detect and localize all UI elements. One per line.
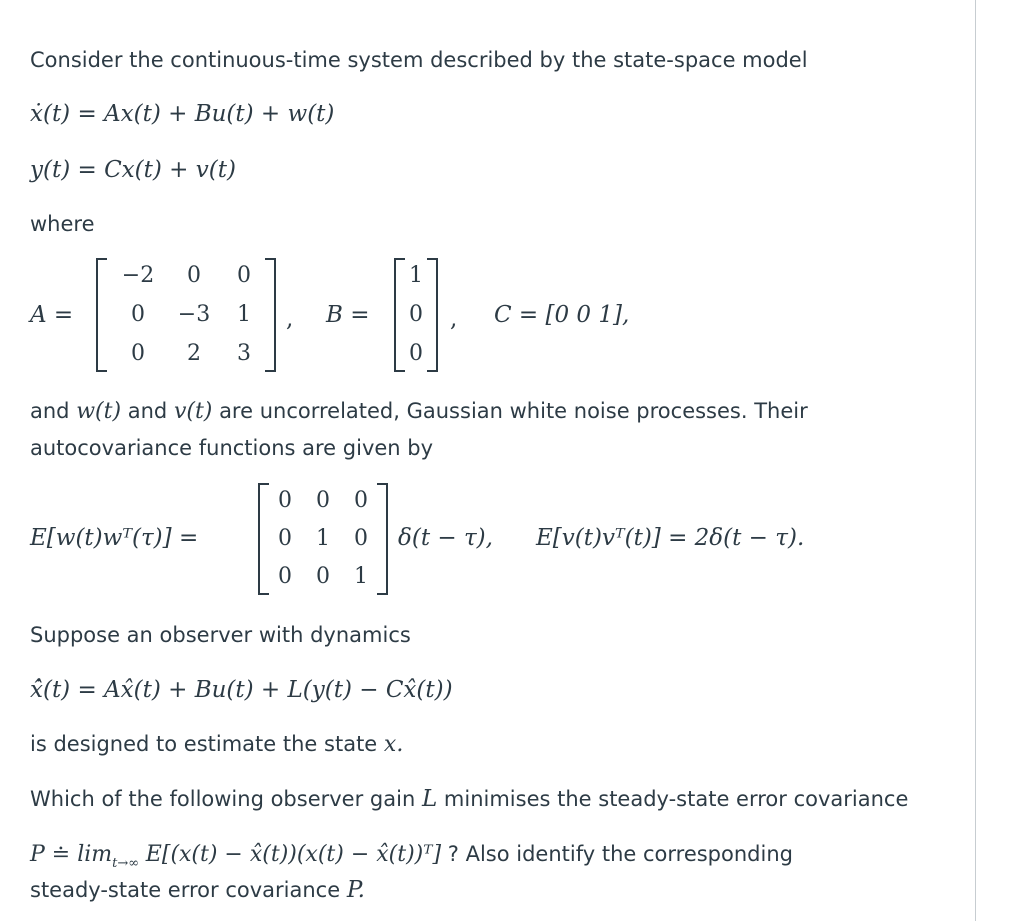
matrix-q-cell: 0 <box>354 526 368 551</box>
v-symbol: v(t) <box>173 399 213 424</box>
w-symbol: w(t) <box>76 399 122 424</box>
comma: , <box>450 306 458 332</box>
matrix-a <box>96 258 276 372</box>
matrix-a-label: A = <box>30 302 74 328</box>
matrix-q-cell: 1 <box>354 564 368 589</box>
text: and <box>127 399 168 423</box>
matrix-q-cell: 0 <box>316 564 330 589</box>
matrix-c: C = [0 0 1], <box>494 302 630 328</box>
matrix-a-cell: 0 <box>187 263 201 288</box>
matrix-b <box>394 258 438 372</box>
matrix-a-cell: 3 <box>237 341 251 366</box>
matrix-a-cell: 0 <box>131 341 145 366</box>
noise-line-1 <box>30 397 808 426</box>
p-def-math: P ≐ lim <box>30 842 113 867</box>
p-symbol: P. <box>346 877 365 903</box>
matrix-q-cell: 0 <box>278 488 292 513</box>
intro-text: Consider the continuous-time system described by the state-space model <box>30 48 808 72</box>
matrix-a-cell: 1 <box>237 302 251 327</box>
text: minimises the steady-state error covariance <box>443 787 909 811</box>
matrix-a-cell: 0 <box>131 302 145 327</box>
where-text: where <box>30 212 95 236</box>
matrix-b-cell: 0 <box>409 302 423 327</box>
matrix-b-cell: 0 <box>409 341 423 366</box>
text: steady-state error covariance <box>30 878 341 902</box>
matrix-a-cell: −2 <box>121 263 155 288</box>
l-symbol: L <box>421 786 438 812</box>
matrix-b-label: B = <box>326 302 370 328</box>
text: and <box>30 399 70 423</box>
state-equation: ẋ(t) = Ax(t) + Bu(t) + w(t) <box>30 101 335 127</box>
matrix-b-cell: 1 <box>409 263 423 288</box>
right-divider <box>975 0 976 921</box>
matrix-q <box>258 483 388 595</box>
observer-intro: Suppose an observer with dynamics <box>30 623 411 647</box>
output-equation: y(t) = Cx(t) + v(t) <box>30 157 236 183</box>
text: are uncorrelated, Gaussian white noise processes. Their <box>219 399 808 423</box>
noise-line-2: autocovariance functions are given by <box>30 436 434 460</box>
observer-equation: x̂̇(t) = Ax̂(t) + Bu(t) + L(y(t) − Cx̂(t)) <box>30 677 453 703</box>
lim-subscript: t→∞ <box>112 856 140 871</box>
designed-line <box>30 730 403 759</box>
matrix-a-cell: 0 <box>237 263 251 288</box>
comma: , <box>286 306 294 332</box>
matrix-q-cell: 0 <box>316 488 330 513</box>
text: is designed to estimate the state <box>30 732 378 756</box>
matrix-a-cell: 2 <box>187 341 201 366</box>
question-line <box>30 785 908 813</box>
p-definition-line <box>30 840 793 872</box>
cov-v: E[v(t)vᵀ(t)] = 2δ(t − τ). <box>536 525 805 551</box>
x-symbol: x. <box>383 732 404 757</box>
text: Which of the following observer gain <box>30 787 416 811</box>
text: ? Also identify the corresponding <box>447 842 793 866</box>
cov-w-lhs: E[w(t)wᵀ(τ)] = <box>30 525 199 551</box>
matrix-a-cell: −3 <box>177 302 211 327</box>
matrix-q-cell: 1 <box>316 526 330 551</box>
matrix-q-cell: 0 <box>354 488 368 513</box>
last-line <box>30 876 365 904</box>
p-def-expectation: E[(x(t) − x̂(t))(x(t) − x̂(t))ᵀ] <box>145 842 442 867</box>
matrix-q-cell: 0 <box>278 564 292 589</box>
delta-term: δ(t − τ), <box>398 525 493 551</box>
matrix-q-cell: 0 <box>278 526 292 551</box>
